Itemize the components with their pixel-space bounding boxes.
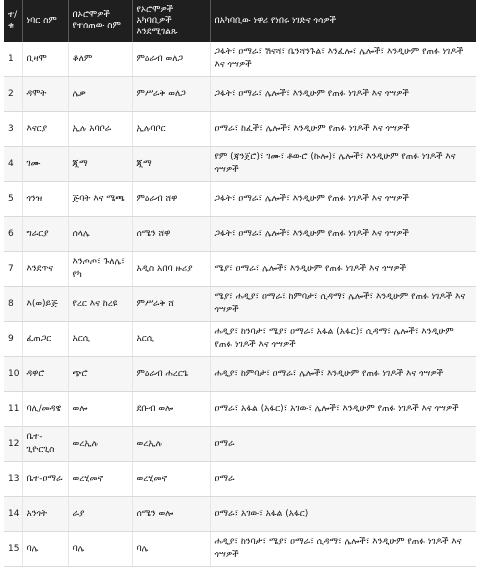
cell-name: አንጎት <box>22 497 68 532</box>
cell-peoples: ዐማራ፣ አፋል (አፋር)፣ አገው፣ ሌሎች፣ እንዲሁም የጠፉ ነገዶች እና ጎሣዎች <box>210 392 476 427</box>
cell-area: ጂማ <box>132 147 210 182</box>
cell-name: እናርያ <box>22 112 68 147</box>
cell-peoples: ዐማራ፣ አገው፣ አፋል (አፋር) <box>210 497 476 532</box>
cell-area: ሰሜን ሸዋ <box>132 217 210 252</box>
table-row <box>4 462 476 497</box>
cell-area: አርሲ <box>132 322 210 357</box>
cell-num: 3 <box>4 112 22 147</box>
header-num: ተ/ቁ <box>4 0 22 42</box>
cell-peoples: ዐማራ፣ ከፈች፣ ሌሎች፣ እንዲሁም የጠፉ ነገዶች እና ጎሣዎች <box>210 112 476 147</box>
cell-peoples: ጋፋት፣ ዐማራ፣ ሌሎች፣ እንዲሁም የጠፉ ነገዶች እና ጎሣዎች <box>210 217 476 252</box>
header-name: ነባር ስም <box>22 0 68 42</box>
cell-num: 10 <box>4 357 22 392</box>
cell-num: 5 <box>4 182 22 217</box>
cell-name: እ(ወ)ይጅ <box>22 287 68 322</box>
cell-num: 13 <box>4 462 22 497</box>
cell-area: ኢሉባቦር <box>132 112 210 147</box>
cell-num: 6 <box>4 217 22 252</box>
cell-area: ምሥራቅ ወለጋ <box>132 77 210 112</box>
cell-num: 14 <box>4 497 22 532</box>
cell-peoples: ጋፋት፣ ዐማራ፣ ሌሎች፣ እንዲሁም የጠፉ ነገዶች እና ጎሣዎች <box>210 182 476 217</box>
cell-peoples: ጋፋት፣ ዐማራ፣ ሌሎች፣ እንዲሁም የጠፉ ነገዶች እና ጎሣዎች <box>210 77 476 112</box>
cell-oromo-name: አርሲ <box>68 322 132 357</box>
cell-oromo-name: ወሎ <box>68 392 132 427</box>
header-peoples: በአካባቢው ነዋሪ የነበሩ ነገድና ጎሳዎች <box>210 0 476 42</box>
cell-peoples: ሐዲያ፣ ከንባታ፣ ሜያ፣ ዐማራ፣ ሲዳማ፣ ሌሎች፣ እንዲሁም የጠፉ ነገዶች እና ጎሣዎች <box>210 532 476 567</box>
cell-name: ቤተ-ጊዮርጊስ <box>22 427 68 462</box>
table-row <box>4 182 476 217</box>
header-area: የኦሮሞዎች አካባቢዎች እንደሚገልጹ <box>132 0 210 42</box>
table-row <box>4 287 476 322</box>
table-row <box>4 147 476 182</box>
cell-oromo-name: እንጦጦ፣ ጉለሌ፣ የካ <box>68 252 132 287</box>
cell-oromo-name: የረር እና ከረዩ <box>68 287 132 322</box>
header-row <box>4 0 476 42</box>
cell-num: 12 <box>4 427 22 462</box>
cell-num: 2 <box>4 77 22 112</box>
cell-oromo-name: ወረሂመኖ <box>68 462 132 497</box>
cell-num: 11 <box>4 392 22 427</box>
cell-num: 9 <box>4 322 22 357</box>
table-row <box>4 322 476 357</box>
cell-oromo-name: ጂማ <box>68 147 132 182</box>
cell-peoples: ሐዲያ፣ ከምባታ፣ ዐማራ፣ ሌሎች፣ እንዲሁም የጠፉ ነገዶች እና ጎሣዎች <box>210 357 476 392</box>
table-row <box>4 357 476 392</box>
cell-num: 1 <box>4 42 22 77</box>
cell-area: ምዕራብ ወለጋ <box>132 42 210 77</box>
cell-name: ዳሞት <box>22 77 68 112</box>
cell-name: ዳዋሮ <box>22 357 68 392</box>
cell-peoples: ሜያ፣ ዐማራ፣ ሌሎች፣ እንዲሁም የጠፉ ነገዶች እና ጎሣዎች <box>210 252 476 287</box>
cell-area: ወረኢሉ <box>132 427 210 462</box>
cell-oromo-name: ኢሉ አባቦራ <box>68 112 132 147</box>
cell-oromo-name: ጅባት እና ሜጫ <box>68 182 132 217</box>
cell-oromo-name: ባሌ <box>68 532 132 567</box>
cell-num: 4 <box>4 147 22 182</box>
cell-name: ባሌ <box>22 532 68 567</box>
table-row <box>4 427 476 462</box>
header-oromo-name: በኦሮሞዎች የተሰጠው ስም <box>68 0 132 42</box>
cell-area: ወረሂመኖ <box>132 462 210 497</box>
table-row <box>4 112 476 147</box>
cell-peoples: ሐዲያ፣ ከንባታ፣ ሜያ፣ ዐማራ፣ አፋል (አፋር)፣ ሲዳማ፣ ሌሎች፣ እንዲሁም የጠፉ ነገዶች እና ጎሣዎች <box>210 322 476 357</box>
cell-area: ምዕራብ ሸዋ <box>132 182 210 217</box>
cell-area: ምሥራቅ ሸ <box>132 287 210 322</box>
cell-peoples: ዐማራ <box>210 427 476 462</box>
cell-oromo-name: ቆለም <box>68 42 132 77</box>
table-row <box>4 392 476 427</box>
history-table <box>4 0 476 567</box>
cell-num: 7 <box>4 252 22 287</box>
cell-name: ባሊ/መዳዌ <box>22 392 68 427</box>
cell-name: ጎንዝ <box>22 182 68 217</box>
cell-peoples: ዐማራ <box>210 462 476 497</box>
table-row <box>4 42 476 77</box>
cell-oromo-name: ወረኢሉ <box>68 427 132 462</box>
cell-name: ቢዛሞ <box>22 42 68 77</box>
cell-oromo-name: ሌቃ <box>68 77 132 112</box>
cell-name: ግራርያ <box>22 217 68 252</box>
cell-area: ደቡብ ወሎ <box>132 392 210 427</box>
cell-area: ምዕራብ ሐረርጌ <box>132 357 210 392</box>
cell-area: አዲስ አበባ ዙሪያ <box>132 252 210 287</box>
table-row <box>4 497 476 532</box>
cell-num: 8 <box>4 287 22 322</box>
table-header <box>4 0 476 42</box>
cell-area: ባሌ <box>132 532 210 567</box>
cell-oromo-name: ራያ <box>68 497 132 532</box>
cell-peoples: ሜያ፣ ሐዲያ፣ ዐማራ፣ ከምባታ፣ ሲዳማ፣ ሌሎች፣ እንዲሁም የጠፉ ነገዶች እና ጎሣዎች <box>210 287 476 322</box>
table-row <box>4 532 476 567</box>
cell-name: ቤተ-ዐማራ <box>22 462 68 497</box>
table-row <box>4 217 476 252</box>
cell-name: ገሙ <box>22 147 68 182</box>
cell-peoples: የም (ጃንጀሮ)፣ ገሙ፣ ቶውሮ (ኩሎ)፣ ሌሎች፣ እንዲሁም የጠፉ ነገዶች እና ጎሣዎች <box>210 147 476 182</box>
cell-oromo-name: ጭሮ <box>68 357 132 392</box>
cell-peoples: ጋፋት፣ ዐማራ፣ ሽናሻ፣ ቤንሻንጉል፣ እንፈሎ፣ ሌሎች፣ እንዲሁም የጠፉ ነገዶች እና ጎሣዎች <box>210 42 476 77</box>
cell-name: ፈጠጋር <box>22 322 68 357</box>
cell-num: 15 <box>4 532 22 567</box>
table-body <box>4 42 476 567</box>
table-row <box>4 77 476 112</box>
cell-area: ሰሜን ወሎ <box>132 497 210 532</box>
cell-name: እንደጥና <box>22 252 68 287</box>
table-row <box>4 252 476 287</box>
cell-oromo-name: ሰላሌ <box>68 217 132 252</box>
